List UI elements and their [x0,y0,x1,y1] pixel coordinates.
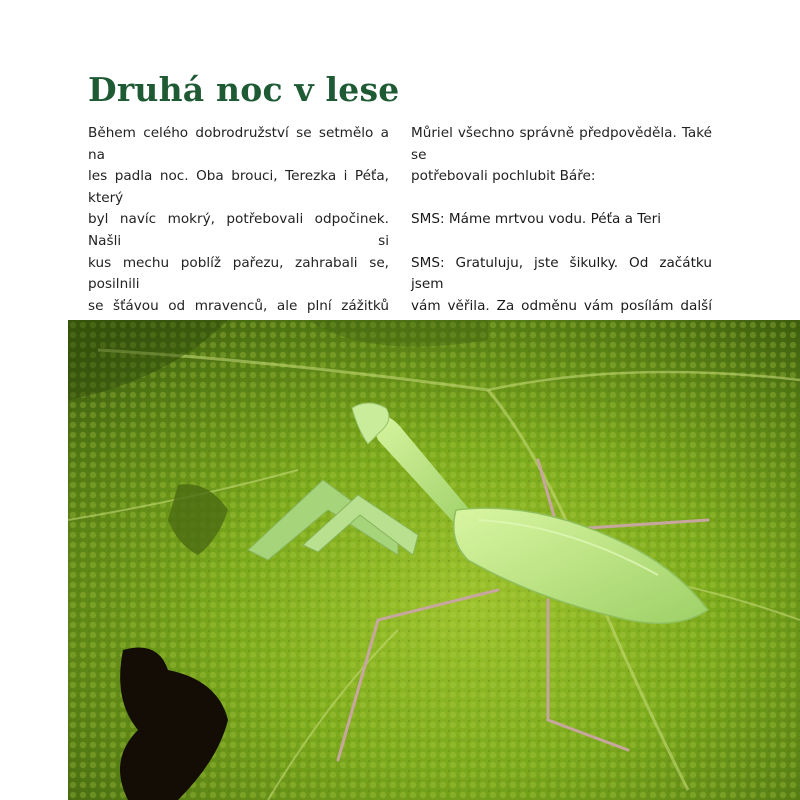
paragraph-gap [411,231,712,253]
text-line: Během celého dobrodružství se setmělo a na [88,125,389,163]
sms-message: SMS: Máme mrtvou vodu. Péťa a Teri [411,211,662,228]
text-line: se šťávou od mravenců, ale plní zážitků [88,297,389,314]
mantis-illustration [68,320,800,800]
sms-message: SMS: Gratuluju, jste šikulky. Od začátku jsem [411,254,712,293]
paragraph-gap [411,188,712,210]
text-line: les padla noc. Oba brouci, Terezka i Péťa, který [88,168,389,206]
text-line: kus mechu poblíž pařezu, zahrabali se, posilnili [88,254,389,293]
text-line: potřebovali pochlubit Báře: [411,168,596,185]
text-line: byl navíc mokrý, potřebovali odpočinek. Našli si [88,211,389,249]
sms-message: vám věřila. Za odměnu vám posílám další [411,297,712,314]
text-column-right [411,123,712,339]
page-title: Druhá noc v lese [88,70,400,109]
mantis-photo [68,320,800,800]
text-line: Můriel všechno správně předpověděla. Také se [411,125,712,163]
